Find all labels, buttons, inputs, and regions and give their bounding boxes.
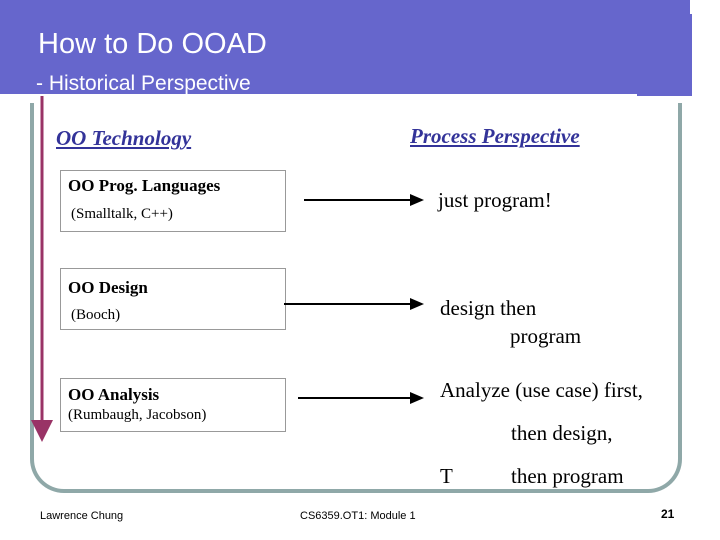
box-title: OO Analysis [68,385,160,404]
arrow-right [298,391,424,405]
slide-subtitle: - Historical Perspective [36,72,251,95]
box-subtitle: (Booch) [71,307,121,323]
process-text: program [510,324,582,348]
arrow-right [304,193,424,207]
oo-analysis-box [60,378,286,432]
slide-title: How to Do OOAD [38,28,267,60]
process-text: Analyze (use case) first, [440,378,643,402]
box-subtitle: (Rumbaugh, Jacobson) [68,407,207,423]
page-number: 21 [661,507,675,521]
marker-t: T [440,464,453,488]
process-perspective-heading: Process Perspective [410,124,580,148]
process-text: design then [440,296,537,320]
box-subtitle: (Smalltalk, C++) [71,206,173,222]
oo-technology-heading: OO Technology [56,126,192,150]
process-text: then design, [511,421,613,445]
box-title: OO Prog. Languages [68,176,221,195]
timeline-arrow [28,96,58,444]
footer-author: Lawrence Chung [40,510,124,522]
footer-course: CS6359.OT1: Module 1 [300,510,416,522]
arrow-right [284,297,424,311]
oo-design-box [60,268,286,330]
process-text: just program! [438,188,552,212]
box-title: OO Design [68,278,148,297]
process-text: then program [511,464,624,488]
oo-prog-languages-box [60,170,286,232]
banner-corner [690,0,720,14]
